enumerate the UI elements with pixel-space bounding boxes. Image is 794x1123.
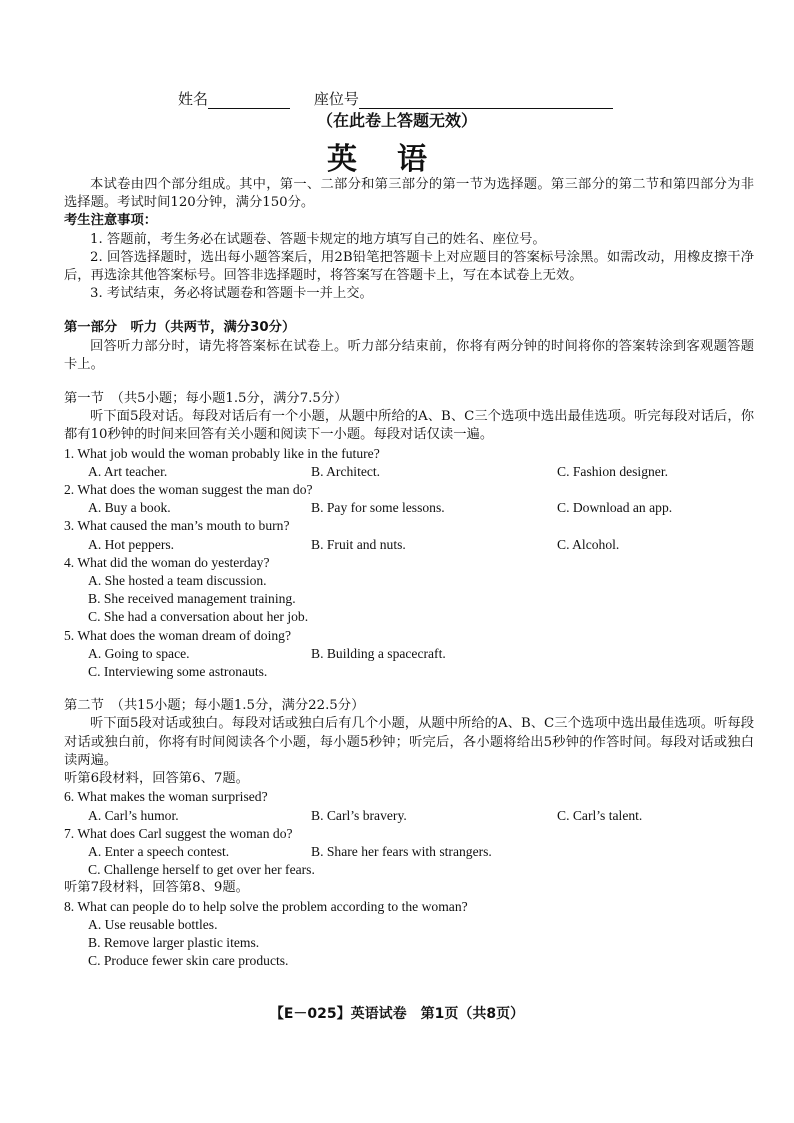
- exam-content: [64, 176, 754, 970]
- question-2-options: [88, 499, 754, 517]
- note-1: 1. 答题前，考生务必在试题卷、答题卡规定的地方填写自己的姓名、座位号。: [90, 231, 546, 247]
- option-a: A. Use reusable bottles.: [88, 916, 218, 932]
- header-fields: [178, 88, 613, 109]
- material-7-label: 听第7段材料，回答第8、9题。: [64, 880, 249, 896]
- option-a: A. Buy a book.: [88, 500, 171, 516]
- question-8: 8. What can people do to help solve the problem according to the woman?: [64, 898, 468, 914]
- option-c: C. Produce fewer skin care products.: [88, 953, 289, 969]
- seat-blank: [359, 94, 613, 109]
- option-c: C. Alcohol.: [557, 536, 620, 552]
- option-a: A. Hot peppers.: [88, 536, 175, 552]
- notes-heading: 考生注意事项：: [64, 213, 158, 229]
- material-6-label: 听第6段材料，回答第6、7题。: [64, 771, 249, 787]
- section1-heading: 第一节 （共5小题；每小题1.5分，满分7.5分）: [64, 391, 348, 407]
- invalid-notice: （在此卷上答题无效）: [316, 111, 477, 130]
- option-c: C. Challenge herself to get over her fears.: [88, 862, 315, 878]
- page-footer: 【E－025】英语试卷 第1页（共8页）: [269, 1006, 525, 1022]
- intro-text: 本试卷由四个部分组成。其中，第一、二部分和第三部分的第一节为选择题。第三部分的第二节和第四部分为非选择题。考试时间120分钟，满分150分。: [64, 177, 754, 211]
- option-a: A. Going to space.: [88, 645, 190, 661]
- section1-instructions: 听下面5段对话。每段对话后有一个小题，从题中所给的A、B、C三个选项中选出最佳选项。听完每段对话后，你都有10秒钟的时间来回答有关小题和阅读下一小题。每段对话仅读一遍。: [64, 409, 754, 443]
- question-5: 5. What does the woman dream of doing?: [64, 627, 292, 643]
- option-a: A. Art teacher.: [88, 463, 168, 479]
- option-a: A. Enter a speech contest.: [88, 843, 230, 859]
- name-blank: [208, 94, 290, 109]
- option-b: B. Building a spacecraft.: [311, 645, 446, 661]
- question-7-options: [88, 843, 754, 861]
- question-2: 2. What does the woman suggest the man do?: [64, 482, 313, 498]
- option-b: B. Remove larger plastic items.: [88, 934, 260, 950]
- question-1-options: [88, 463, 754, 481]
- section2-heading: 第二节 （共15小题；每小题1.5分，满分22.5分）: [64, 698, 365, 714]
- note-3: 3. 考试结束，务必将试题卷和答题卡一并上交。: [90, 286, 373, 302]
- option-c: C. She had a conversation about her job.: [88, 609, 309, 625]
- question-1: 1. What job would the woman probably like in the future?: [64, 445, 380, 461]
- question-3-options: [88, 536, 754, 554]
- option-c: C. Interviewing some astronauts.: [88, 664, 268, 680]
- option-b: B. Share her fears with strangers.: [311, 843, 492, 859]
- question-3: 3. What caused the man’s mouth to burn?: [64, 518, 290, 534]
- seat-label: 座位号: [313, 90, 359, 108]
- question-6-options: [88, 807, 754, 825]
- question-4: 4. What did the woman do yesterday?: [64, 554, 270, 570]
- option-c: C. Fashion designer.: [557, 463, 669, 479]
- page-title: 英语: [327, 142, 467, 177]
- part1-heading: 第一部分 听力（共两节，满分30分）: [64, 320, 296, 336]
- part1-instructions: 回答听力部分时，请先将答案标在试卷上。听力部分结束前，你将有两分钟的时间将你的答案转涂到客观题答题卡上。: [64, 338, 754, 372]
- option-b: B. Pay for some lessons.: [311, 500, 445, 516]
- option-b: B. Carl’s bravery.: [311, 807, 407, 823]
- name-label: 姓名: [178, 90, 209, 108]
- option-b: B. Fruit and nuts.: [311, 536, 406, 552]
- option-a: A. She hosted a team discussion.: [88, 573, 267, 589]
- section2-instructions: 听下面5段对话或独白。每段对话或独白后有几个小题，从题中所给的A、B、C三个选项中选出最佳选项。听每段对话或独白前，你将有时间阅读各个小题，每小题5秒钟；听完后，各小题将给出5秒钟的作答时间。每段对话或独白读两遍。: [64, 716, 754, 768]
- option-c: C. Carl’s talent.: [557, 807, 643, 823]
- option-b: B. She received management training.: [88, 591, 296, 607]
- option-b: B. Architect.: [311, 463, 381, 479]
- option-c: C. Download an app.: [557, 500, 673, 516]
- note-2: 2. 回答选择题时，选出每小题答案后，用2B铅笔把答题卡上对应题目的答案标号涂黑。如需改动，用橡皮擦干净后，再选涂其他答案标号。回答非选择题时，将答案写在答题卡上，写在本试卷上无效。: [64, 249, 754, 284]
- option-a: A. Carl’s humor.: [88, 807, 179, 823]
- question-6: 6. What makes the woman surprised?: [64, 789, 268, 805]
- question-7: 7. What does Carl suggest the woman do?: [64, 825, 293, 841]
- question-5-options: [88, 645, 754, 663]
